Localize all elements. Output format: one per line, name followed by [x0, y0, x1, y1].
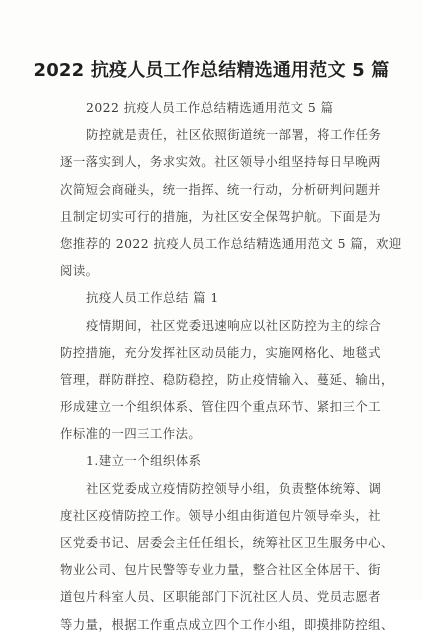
subsection-heading: 1.建立一个组织体系	[86, 453, 202, 469]
article-body	[60, 97, 402, 641]
article-line: 逐一落实到人，务求实效。社区领导小组坚持每日早晚两	[60, 154, 382, 170]
article-line: 等力量，根据工作重点成立四个工作小组，即摸排防控组、	[60, 616, 394, 632]
article-line: 区党委书记、居委会主任任组长，统筹社区卫生服务中心、	[60, 535, 394, 550]
article-line: 物业公司、包片民警等专业力量，整合社区全体居干、街	[60, 562, 382, 578]
article-line: 阅读。	[60, 263, 99, 279]
article-line: 且制定切实可行的措施，为社区安全保驾护航。下面是为	[60, 208, 382, 224]
article-line: 疫情期间，社区党委迅速响应以社区防控为主的综合	[86, 317, 382, 333]
article-line: 作标准的一四三工作法。	[60, 426, 202, 442]
section-heading: 抗疫人员工作总结 篇 1	[86, 290, 219, 306]
article-line: 度社区疫情防控工作。领导小组由街道包片领导牵头，社	[60, 507, 382, 523]
article-line: 次简短会商碰头，统一指挥、统一行动，分析研判问题并	[60, 181, 382, 197]
article-line: 您推荐的 2022 抗疫人员工作总结精选通用范文 5 篇，欢迎	[60, 235, 402, 251]
article-line: 防控措施，充分发挥社区动员能力，实施网格化、地毯式	[60, 344, 382, 360]
article-line: 2022 抗疫人员工作总结精选通用范文 5 篇	[86, 100, 334, 115]
article-line: 防控就是责任，社区依照街道统一部署，将工作任务	[86, 127, 382, 143]
article-line: 道包片科室人员、区职能部门下沉社区人员、党员志愿者	[60, 589, 382, 605]
article-line: 管理，群防群控、稳防稳控，防止疫情输入、蔓延、输出，	[60, 371, 394, 387]
article-line: 形成建立一个组织体系、管住四个重点环节、紧扣三个工	[60, 399, 382, 415]
document-title: 2022 抗疫人员工作总结精选通用范文 5 篇	[33, 60, 390, 81]
article-line: 社区党委成立疫情防控领导小组，负责整体统筹、调	[86, 480, 382, 496]
